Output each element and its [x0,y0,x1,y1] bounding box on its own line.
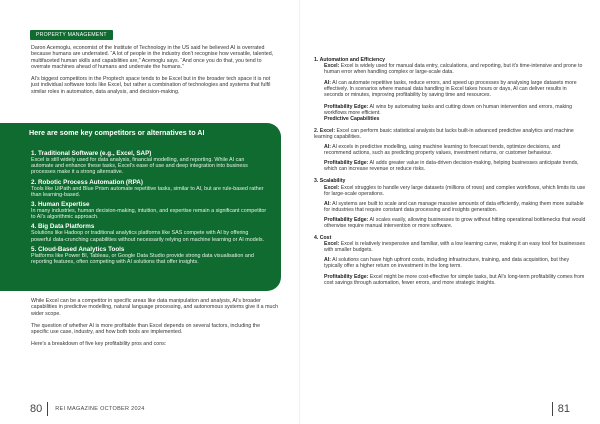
list-item [31,223,267,242]
para-text: Excel struggles to handle very large datasets (millions of rows) and complex workflows, which limits its use for large-scale operations. [324,184,586,197]
list-item [31,201,267,220]
magazine-name: REI MAGAZINE OCTOBER 2024 [55,406,145,412]
list-item [31,246,267,265]
competitors-box [0,123,281,291]
page-number-left: 80 [30,403,43,415]
profitability-breakdown [314,57,586,292]
section-title: 1. Automation and Efficiency [314,57,386,63]
list-item-desc: Platforms like Power BI, Tableau, or Google Data Studio provide strong data visualisation and reporting features, often competing with AI solutions that offer insights. [31,252,254,266]
para-label: AI: [324,144,331,151]
section-title: 4. Cost [314,235,332,242]
outro-paragraph-3: Here's a breakdown of five key profitability pros and cons: [31,341,167,348]
para-text: AI excels in predictive modelling, using machine learning to forecast trends, optimize decisions, and recommend actions, such as predicting property values, investment returns, or customer behaviour. [324,144,561,157]
para-label: Profitability Edge: [324,273,369,280]
section-tag: PROPERTY MANAGEMENT [30,30,113,40]
para-subheading: Predictive Capabilities [324,115,380,122]
section-paragraph [324,63,586,75]
section-automation [314,57,586,122]
para-text: Excel is relatively inexpensive and familiar, with a low learning curve, making it an easy tool for businesses with smaller budgets. [324,241,585,254]
left-footer [30,402,145,416]
list-item [31,150,267,176]
para-text: AI wins by automating tasks and cutting down on human intervention and errors, making workflows more efficient. [324,103,572,116]
para-text: AI scales easily, allowing businesses to grow without hitting operational bottlenecks that would otherwise require manual intervention or more software. [324,216,586,229]
right-footer [552,402,570,416]
intro-paragraph-2: AI's biggest competitors in the Proptech space tends to be Excel but in the broader tech space it is not just individual software tools like Excel, but rather a combination of technologies and systems that fulfil similar roles in automation, data analysis, and decision-making. [31,76,271,95]
list-item [31,179,267,198]
list-item-desc: Tools like UiPath and Blue Prism automate repetitive tasks, similar to AI, but are rule-based rather than learning-based. [31,185,264,198]
section-paragraph [324,257,586,269]
section-title: 3. Scalability [314,178,346,185]
para-label: Excel: [324,241,340,248]
para-text: AI solutions can have high upfront costs, including infrastructure, training, and data acquisition, but they typically offer a higher return on investment in the long term. [324,257,570,270]
para-label: Profitability Edge: [324,160,369,167]
para-text: AI adds greater value in data-driven decision-making, helping businesses anticipate trends, which can increase revenue or reduce risks. [324,160,579,173]
footer-divider [47,402,48,416]
section-paragraph [324,185,586,197]
section-paragraph [324,144,586,156]
list-item-title: 1. Traditional Software (e.g., Excel, SAP) [31,150,152,157]
para-label: Profitability Edge: [324,216,369,223]
para-label: Excel: [324,63,340,70]
section-paragraph [324,80,586,98]
para-label: Excel: [324,184,340,191]
outro-paragraph-2: The question of whether AI is more profitable than Excel depends on several factors, including the specific use case, industry, and how both tools are implemented. [31,322,261,336]
section-paragraph [324,201,586,213]
section-paragraph [324,217,586,229]
section-predictive [314,128,586,173]
outro-text [31,298,279,348]
page-number-right: 81 [557,403,570,415]
section-paragraph [324,160,586,172]
section-paragraph [324,274,586,286]
section-paragraph [324,104,586,122]
section-title [314,128,586,140]
intro-paragraph-1: Daron Acemoglu, economist of the Institute of Technology in the US said he believed AI is overrated because humans are underrated. “A lot of people in the industry don't recognise how versatile, talented, multifaceted human skills and capabilities are,” Acemoglu says. “And once you do that, you tend to overrate machines ahead of humans and underrate the humans.” [31,45,274,70]
list-item-desc: Excel is still widely used for data analysis, financial modelling, and reporting. While AI can automate and enhance these tasks, Excel's ease of use and deep integration into business processes make it a strong alternative. [31,157,248,176]
para-text: AI can automate repetitive tasks, reduce errors, and speed up processes by analysing large datasets more effectively. In scenarios where manual data handling in Excel takes hours or days, AI can deliver results in seconds or minutes, improving profitability by saving time and resources. [324,80,577,99]
para-label: AI: [324,200,331,207]
para-text: AI systems are built to scale and can manage massive amounts of data efficiently, making them more suitable for industries that require constant data processing and insights generation. [324,200,584,213]
intro-text [31,45,279,95]
section-cost [314,235,586,286]
list-item-title: 4. Big Data Platforms [31,223,95,231]
list-item-desc: In many industries, human decision-making, intuition, and expertise remain a significant competitor to AI's algorithmic approach. [31,208,267,221]
right-page [300,0,600,424]
footer-divider [552,402,553,416]
para-text: Excel might be more cost-effective for simple tasks, but AI's long-term profitability comes from cost savings through automation, fewer errors, and more strategic insights. [324,273,585,286]
list-item-desc: Solutions like Hadoop or traditional analytics platforms like SAS compete with AI by offering powerful data-crunching capabilities without necessarily relying on machine learning or AI models. [31,230,265,243]
outro-paragraph-1: While Excel can be a competitor in specific areas like data manipulation and analysis, AI's broader capabilities in predictive modelling, natural language processing, and autonomous systems give it a much wider scope. [31,298,279,317]
section-title-rest: Excel can perform basic statistical analysis but lacks built-in advanced predictive analytics and machine learning capabilities. [314,127,574,140]
para-label: AI: [324,257,331,264]
para-label: AI: [324,80,331,87]
competitors-list [31,150,267,268]
section-title-label: 2. Excel: [314,127,336,134]
para-text: Excel is widely used for manual data entry, calculations, and reporting, but it's time-intensive and prone to human error when handling complex or large-scale data. [324,63,583,76]
section-scalability [314,178,586,229]
list-item-title: 3. Human Expertise [31,201,90,209]
section-paragraph [324,241,586,253]
list-item-title: 5. Cloud-Based Analytics Tools [31,245,125,253]
list-item-title: 2. Robotic Process Automation (RPA) [31,178,143,186]
para-label: Profitability Edge: [324,103,369,110]
competitors-box-title: Here are some key competitors or alternatives to AI [29,128,205,137]
